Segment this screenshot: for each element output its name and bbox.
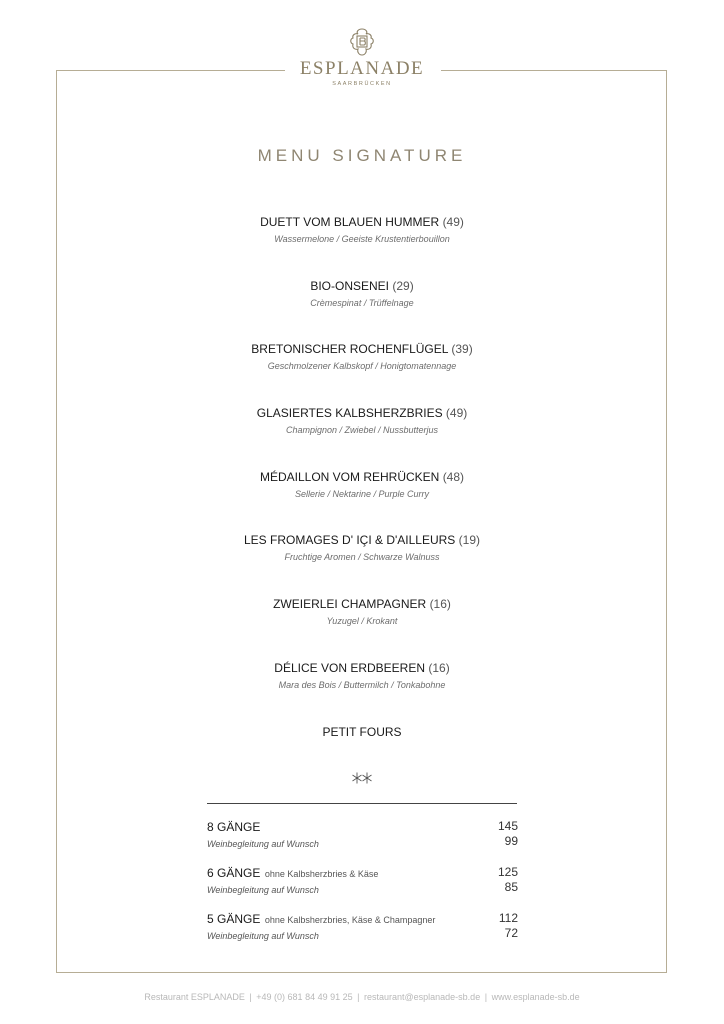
footer-separator: | bbox=[357, 992, 360, 1002]
dish-description: Geschmolzener Kalbskopf / Honigtomatennage bbox=[267, 361, 457, 372]
course-note: ohne Kalbsherzbries, Käse & Champagner bbox=[264, 915, 436, 925]
wine-pairing-price: 99 bbox=[504, 834, 518, 848]
dish-price: (29) bbox=[392, 278, 414, 293]
course-name: 6 GÄNGE bbox=[207, 866, 261, 880]
dish-name: ZWEIERLEI CHAMPAGNER bbox=[273, 597, 427, 612]
dish-description: Wassermelone / Geeiste Krustentierbouillon bbox=[274, 234, 450, 244]
dish-name: PETIT FOURS bbox=[322, 724, 402, 739]
course-price: 145 bbox=[497, 819, 518, 833]
dish-item bbox=[0, 532, 724, 596]
course-name: 5 GÄNGE bbox=[207, 912, 261, 926]
dish-item bbox=[0, 405, 724, 469]
dish-item bbox=[0, 278, 724, 342]
dish-price: (16) bbox=[429, 597, 451, 612]
dish-price: (49) bbox=[445, 406, 468, 421]
logo bbox=[0, 28, 724, 87]
wine-pairing-price: 72 bbox=[504, 926, 518, 940]
course-option bbox=[207, 864, 518, 894]
dish-description: Champignon / Zwiebel / Nussbutterjus bbox=[285, 425, 439, 436]
wine-pairing-price: 85 bbox=[504, 880, 518, 894]
dish-price: (39) bbox=[451, 342, 473, 357]
dish-description: Yuzugel / Krokant bbox=[326, 616, 398, 627]
dish-name: LES FROMAGES D' IÇI & D'AILLEURS bbox=[244, 533, 456, 548]
divider bbox=[207, 803, 517, 804]
course-name: 8 GÄNGE bbox=[207, 820, 261, 834]
brand-name: ESPLANADE bbox=[299, 58, 425, 79]
course-price: 112 bbox=[498, 911, 518, 925]
footer-email[interactable]: restaurant@esplanade-sb.de bbox=[363, 992, 481, 1002]
dish-name: BRETONISCHER ROCHENFLÜGEL bbox=[251, 342, 448, 357]
dish-name: GLASIERTES KALBSHERZBRIES bbox=[256, 406, 443, 421]
course-option bbox=[207, 910, 518, 940]
wine-pairing-label: Weinbegleitung auf Wunsch bbox=[207, 839, 319, 849]
footer-restaurant: Restaurant ESPLANADE bbox=[144, 992, 245, 1002]
monogram-icon bbox=[349, 28, 375, 56]
dish-price: (16) bbox=[428, 660, 450, 675]
dish-name: BIO-ONSENEI bbox=[310, 278, 389, 293]
dish-description: Mara des Bois / Buttermilch / Tonkabohne bbox=[278, 679, 446, 690]
dish-item bbox=[0, 469, 724, 533]
dish-price: (48) bbox=[442, 469, 465, 484]
wine-pairing-label: Weinbegleitung auf Wunsch bbox=[207, 885, 319, 895]
dish-description: Fruchtige Aromen / Schwarze Walnuss bbox=[284, 552, 440, 563]
footer-website[interactable]: www.esplanade-sb.de bbox=[491, 992, 580, 1002]
dish-name: MÉDAILLON VOM REHRÜCKEN bbox=[259, 469, 440, 484]
course-note: ohne Kalbsherzbries & Käse bbox=[264, 869, 379, 879]
dish-description: Crèmespinat / Trüffelnage bbox=[310, 297, 414, 308]
footer-separator: | bbox=[484, 992, 488, 1002]
course-option bbox=[207, 818, 518, 848]
footer bbox=[0, 992, 724, 1002]
dish-name: DUETT VOM BLAUEN HUMMER bbox=[260, 215, 440, 229]
dish-item bbox=[0, 660, 724, 724]
dish-item bbox=[0, 596, 724, 660]
wine-pairing-label: Weinbegleitung auf Wunsch bbox=[207, 931, 319, 941]
dish-list bbox=[0, 214, 724, 787]
footer-phone[interactable]: +49 (0) 681 84 49 91 25 bbox=[256, 992, 353, 1002]
brand-subtitle: SAARBRÜCKEN bbox=[332, 81, 392, 87]
dish-description: Sellerie / Nektarine / Purple Curry bbox=[294, 488, 430, 499]
footer-separator: | bbox=[249, 992, 252, 1002]
menu-title: MENU SIGNATURE bbox=[257, 146, 467, 165]
dish-item bbox=[0, 214, 724, 278]
dish-name: DÉLICE VON ERDBEEREN bbox=[274, 660, 425, 675]
dish-price: (19) bbox=[458, 533, 480, 548]
dish-item bbox=[0, 341, 724, 405]
snowflake-icon bbox=[352, 771, 372, 785]
course-price: 125 bbox=[497, 865, 518, 879]
dish-price: (49) bbox=[442, 215, 464, 229]
